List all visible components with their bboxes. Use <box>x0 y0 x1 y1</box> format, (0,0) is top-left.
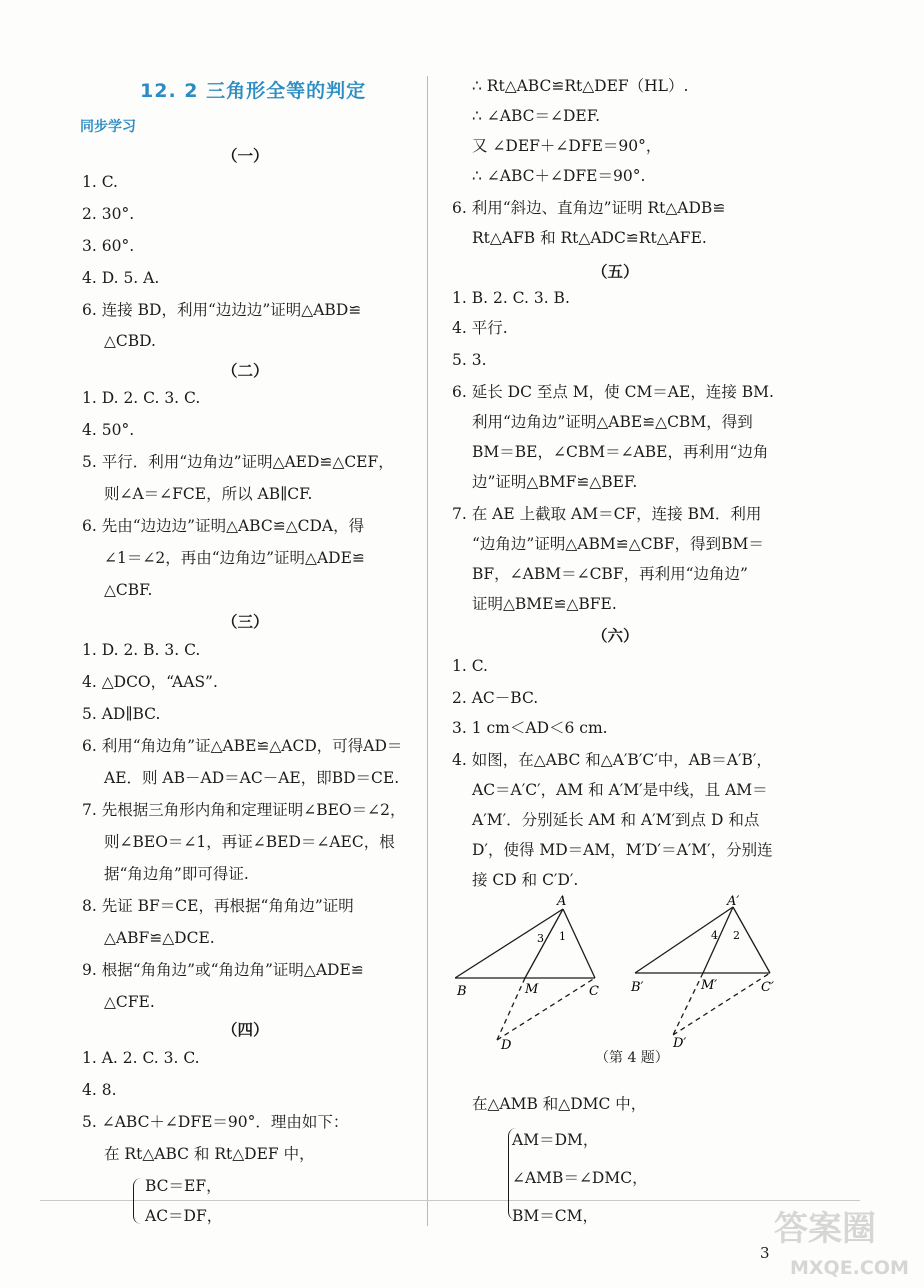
label-D-prime: D′ <box>673 1036 687 1050</box>
answer-line: 5. 平行．利用“边角边”证明△AED≌△CEF， <box>82 453 394 471</box>
answer-line: 2. AC－BC. <box>452 689 539 707</box>
left-triangle-diagram <box>455 909 595 1040</box>
answer-line: 据“角边角”即可得证. <box>104 865 249 883</box>
angle-label-1: 1 <box>559 930 566 943</box>
section-label: 同步学习 <box>80 119 136 135</box>
answer-line: △CBD. <box>104 332 156 350</box>
right-equation-brace <box>508 1128 516 1220</box>
watermark-logo <box>756 1196 916 1284</box>
section-heading: （三） <box>222 612 269 631</box>
answer-line: 5. AD∥BC. <box>82 705 161 723</box>
section-heading: （五） <box>592 262 639 281</box>
answer-line: 4. 如图，在△ABC 和△A′B′C′中，AB＝A′B′， <box>452 751 772 769</box>
angle-label-4: 4 <box>711 929 718 942</box>
answer-line: 6. 延长 DC 至点 M，使 CM＝AE，连接 BM. <box>452 383 774 401</box>
column-divider <box>427 76 428 1226</box>
answer-line: BM＝BE，∠CBM＝∠ABE，再利用“边角 <box>472 443 769 461</box>
answer-line: D′，使得 MD＝AM，M′D′＝A′M′，分别连 <box>472 841 773 859</box>
answer-line: 在△AMB 和△DMC 中， <box>472 1095 647 1113</box>
answer-line: 4. D. 5. A. <box>82 269 160 287</box>
answer-line: 1. C. <box>82 173 118 191</box>
answer-line: ∴ ∠ABC＝∠DEF. <box>472 107 601 125</box>
label-B: B <box>457 984 467 999</box>
answer-line: “边角边”证明△ABM≌△CBF，得到BM＝ <box>472 535 764 553</box>
answer-line: △ABF≌△DCE. <box>104 929 215 947</box>
section-heading: （一） <box>222 146 269 165</box>
answer-line: 1. D. 2. C. 3. C. <box>82 389 201 407</box>
label-A: A <box>557 895 567 909</box>
label-C-prime: C′ <box>761 980 774 995</box>
answer-line: 又 ∠DEF＋∠DFE＝90°， <box>472 137 662 155</box>
angle-label-2: 2 <box>733 929 740 942</box>
watermark-line1: 答案圈 <box>774 1209 876 1249</box>
answer-line: ∴ Rt△ABC≌Rt△DEF（HL）. <box>472 77 689 95</box>
answer-line: BC＝EF， <box>145 1177 222 1195</box>
answer-line: AE．则 AB－AD＝AC－AE，即BD＝CE. <box>104 769 400 787</box>
answer-line: 5. 3. <box>452 351 487 369</box>
label-D: D <box>501 1038 512 1050</box>
answer-line: ∠AMB＝∠DMC， <box>512 1169 648 1187</box>
answer-line: 1. B. 2. C. 3. B. <box>452 289 570 307</box>
label-B-prime: B′ <box>631 980 644 995</box>
answer-line: AC＝A′C′，AM 和 A′M′是中线，且 AM＝ <box>472 781 768 799</box>
answer-line: 4. 50°. <box>82 421 135 439</box>
label-A-prime: A′ <box>727 895 740 909</box>
section-heading: （六） <box>592 626 639 645</box>
answer-line: 在 Rt△ABC 和 Rt△DEF 中， <box>104 1145 315 1163</box>
answer-line: ∠1＝∠2，再由“边角边”证明△ADE≌ <box>104 549 365 567</box>
geometry-figure <box>455 895 785 1050</box>
answer-line: BF，∠ABM＝∠CBF，再利用“边角边” <box>472 565 748 583</box>
answer-line: 3. 1 cm＜AD＜6 cm. <box>452 719 608 737</box>
answer-line: 利用“边角边”证明△ABE≌△CBM，得到 <box>472 413 753 431</box>
answer-line: 4. 8. <box>82 1081 117 1099</box>
label-M-prime: M′ <box>701 978 718 993</box>
answer-line: BM＝CM， <box>512 1207 598 1225</box>
figure-caption: （第 4 题） <box>595 1050 669 1066</box>
answer-line: 1. C. <box>452 657 488 675</box>
answer-line: 则∠A＝∠FCE，所以 AB∥CF. <box>104 485 313 503</box>
answer-line: 5. ∠ABC＋∠DFE＝90°．理由如下： <box>82 1113 349 1131</box>
answer-line: A′M′．分别延长 AM 和 A′M′到点 D 和点 <box>472 811 760 829</box>
section-heading: （二） <box>222 361 269 380</box>
answer-line: 边”证明△BMF≌△BEF. <box>472 473 638 491</box>
page-title: 12. 2 三角形全等的判定 <box>140 80 367 102</box>
answer-line: 3. 60°. <box>82 237 135 255</box>
answer-line: 则∠BEO＝∠1，再证∠BED＝∠AEC，根 <box>104 833 395 851</box>
section-heading: （四） <box>222 1020 269 1039</box>
watermark-line2: MXQE.COM <box>790 1257 909 1279</box>
answer-line: 4. 平行. <box>452 319 508 337</box>
answer-line: 6. 先由“边边边”证明△ABC≌△CDA，得 <box>82 517 365 535</box>
answer-line: AM＝DM， <box>512 1131 599 1149</box>
answer-line: 6. 利用“角边角”证△ABE≌△ACD，可得AD＝ <box>82 737 403 755</box>
answer-line: 6. 利用“斜边、直角边”证明 Rt△ADB≌ <box>452 199 726 217</box>
answer-line: 1. D. 2. B. 3. C. <box>82 641 201 659</box>
answer-line: 4. △DCO，“AAS”. <box>82 673 218 691</box>
answer-line: 7. 先根据三角形内角和定理证明∠BEO＝∠2， <box>82 801 406 819</box>
answer-line: 8. 先证 BF＝CE，再根据“角角边”证明 <box>82 897 354 915</box>
answer-line: 接 CD 和 C′D′. <box>472 871 579 889</box>
page-number: 3 <box>760 1244 770 1262</box>
left-equation-brace <box>133 1178 141 1224</box>
label-M: M <box>525 982 539 997</box>
bottom-rule <box>40 1200 860 1201</box>
answer-line: ∴ ∠ABC＋∠DFE＝90°. <box>472 167 646 185</box>
answer-line: 2. 30°. <box>82 205 135 223</box>
answer-line: 6. 连接 BD，利用“边边边”证明△ABD≌ <box>82 301 362 319</box>
answer-line: 证明△BME≌△BFE. <box>472 595 617 613</box>
label-C: C <box>589 984 599 999</box>
answer-line: △CFE. <box>104 993 155 1011</box>
answer-line: 9. 根据“角角边”或“角边角”证明△ADE≌ <box>82 961 364 979</box>
right-triangle-diagram <box>635 907 770 1035</box>
answer-line: 1. A. 2. C. 3. C. <box>82 1049 200 1067</box>
answer-line: 7. 在 AE 上截取 AM＝CF，连接 BM．利用 <box>452 505 762 523</box>
angle-label-3: 3 <box>537 932 544 945</box>
answer-line: Rt△AFB 和 Rt△ADC≌Rt△AFE. <box>472 229 707 247</box>
answer-line: △CBF. <box>104 581 153 599</box>
answer-line: AC＝DF， <box>145 1207 223 1225</box>
